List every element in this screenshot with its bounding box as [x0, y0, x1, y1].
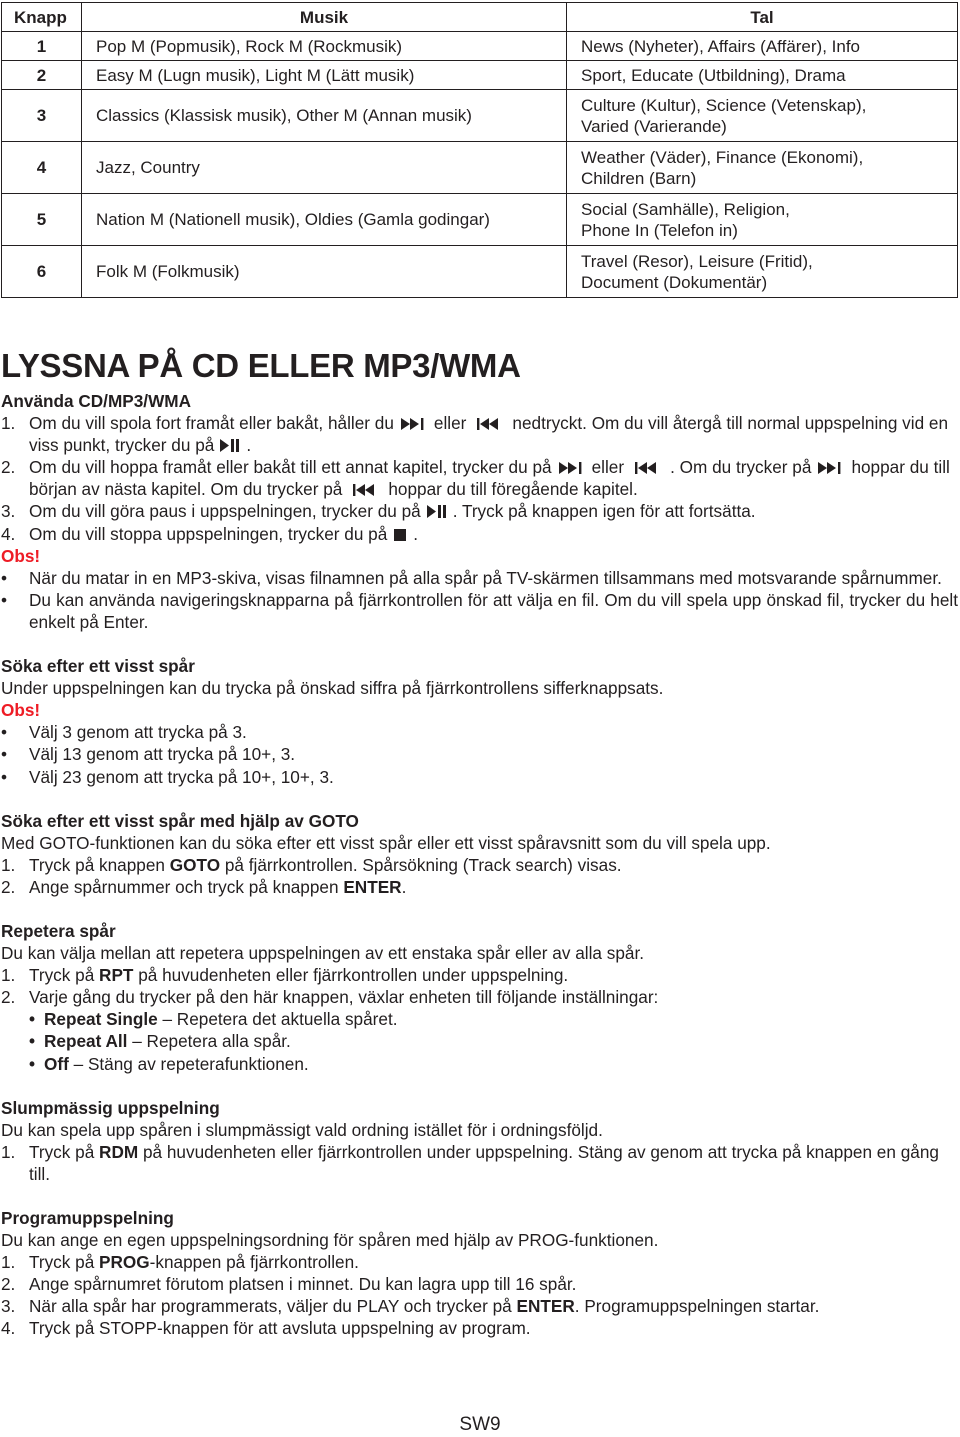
tal-line: Sport, Educate (Utbildning), Drama	[581, 65, 846, 85]
step-text	[29, 1251, 958, 1273]
section-intro: Du kan ange en egen uppspelningsordning för spåren med hjälp av PROG-funktionen.	[1, 1230, 659, 1251]
play-pause-icon	[217, 438, 243, 453]
text-run: Om du vill stoppa uppspelningen, trycker du på	[29, 523, 388, 544]
musik-cell: Jazz, Country	[82, 142, 567, 194]
key-label: ENTER	[343, 876, 402, 897]
spacer	[1, 898, 958, 920]
step-number: 2.	[1, 876, 16, 897]
option-text	[44, 1008, 398, 1030]
spacer	[1, 1075, 958, 1097]
section-intro: Du kan välja mellan att repetera uppspelningen av ett enstaka spår eller av alla spår.	[1, 943, 645, 964]
tal-cell	[567, 32, 958, 61]
knapp-cell: 4	[2, 142, 82, 194]
fast-forward-icon	[397, 417, 431, 431]
section-heading-cd: Använda CD/MP3/WMA	[1, 391, 192, 411]
step-text	[29, 523, 958, 545]
list-item	[1, 456, 958, 500]
text-run: eller	[433, 413, 467, 434]
spacer	[1, 633, 958, 655]
page-number: SW9	[459, 1414, 501, 1435]
tal-line: Weather (Väder), Finance (Ekonomi),	[581, 147, 864, 167]
tal-line: Culture (Kultur), Science (Vetenskap),	[581, 95, 867, 115]
option-name: Off	[44, 1053, 69, 1074]
text-run: . Tryck på knappen igen för att fortsätta.	[452, 501, 756, 522]
tal-cell	[567, 142, 958, 194]
table-row	[2, 142, 958, 194]
text-run: -knappen på fjärrkontrollen.	[149, 1252, 359, 1273]
step-text	[29, 1141, 958, 1185]
text-run: Tryck på	[29, 1252, 95, 1273]
list-item	[1, 500, 958, 522]
bullet: •	[1, 722, 8, 743]
section-heading-repeat: Repetera spår	[1, 920, 116, 941]
list-item	[1, 964, 958, 986]
text-run: . Programuppspelningen startar.	[574, 1296, 820, 1317]
tal-line: Varied (Varierande)	[581, 116, 727, 136]
section-heading-prog: Programuppspelning	[1, 1208, 174, 1228]
text-run: på huvudenheten eller fjärrkontrollen under uppspelning. Stäng av genom att trycka på knappen en gång till.	[29, 1141, 939, 1184]
option-name: Repeat All	[44, 1031, 128, 1052]
spacer	[1, 1185, 958, 1207]
tal-line: Travel (Resor), Leisure (Fritid),	[581, 251, 813, 271]
step-text	[29, 500, 958, 522]
table-row	[2, 194, 958, 246]
step-number: 1.	[1, 965, 16, 986]
column-header-musik: Musik	[82, 3, 567, 32]
bullet: •	[1, 744, 8, 765]
text-run: Om du vill hoppa framåt eller bakåt till ett annat kapitel, trycker du på	[29, 457, 552, 478]
option-desc: – Repetera alla spår.	[132, 1031, 291, 1052]
key-label: RDM	[99, 1141, 139, 1162]
tal-cell	[567, 194, 958, 246]
tal-line: Document (Dokumentär)	[581, 272, 768, 292]
column-header-knapp: Knapp	[2, 3, 82, 32]
list-item	[1, 523, 958, 545]
tal-line: Children (Barn)	[581, 168, 697, 188]
bullet: •	[29, 1031, 36, 1052]
step-number: 1.	[1, 1252, 16, 1273]
option-desc: – Repetera det aktuella spåret.	[162, 1009, 398, 1030]
list-item	[1, 854, 958, 876]
step-number: 1.	[1, 854, 16, 875]
repeat-option	[29, 1053, 958, 1075]
list-item	[1, 1273, 958, 1295]
step-number: 2.	[1, 987, 16, 1008]
step-text	[29, 854, 958, 876]
text-run: Tryck på	[29, 965, 95, 986]
step-text	[29, 456, 958, 500]
section-heading-search: Söka efter ett visst spår	[1, 656, 195, 677]
tal-line: Social (Samhälle), Religion,	[581, 199, 790, 219]
table-row	[2, 246, 958, 298]
musik-cell: Pop M (Popmusik), Rock M (Rockmusik)	[82, 32, 567, 61]
tal-line: Phone In (Telefon in)	[581, 220, 738, 240]
list-item	[1, 876, 958, 898]
text-run: hoppar du till föregående kapitel.	[388, 479, 638, 500]
step-text: Tryck på STOPP-knappen för att avsluta uppspelning av program.	[29, 1318, 531, 1339]
text-run: hoppar du till början av nästa kapitel. Om du trycker på	[29, 457, 950, 500]
text-run: på huvudenheten eller fjärrkontrollen under uppspelning.	[138, 965, 569, 986]
step-text	[29, 1295, 958, 1317]
step-number: 1.	[1, 413, 16, 434]
stop-icon	[390, 528, 410, 542]
text-run: eller	[591, 457, 625, 478]
list-item	[1, 1295, 958, 1317]
bullet: •	[1, 589, 8, 610]
obs-note: Obs!	[1, 545, 41, 566]
step-number: 4.	[1, 523, 16, 544]
step-number: 2.	[1, 457, 16, 478]
tal-cell	[567, 61, 958, 90]
text-run: Ange spårnummer och tryck på knappen	[29, 876, 339, 897]
key-label: RPT	[99, 965, 134, 986]
knapp-cell: 2	[2, 61, 82, 90]
repeat-option	[29, 1008, 958, 1030]
musik-cell: Classics (Klassisk musik), Other M (Annan musik)	[82, 90, 567, 142]
list-item	[1, 1317, 958, 1339]
text-run: Om du vill göra paus i uppspelningen, trycker du på	[29, 501, 421, 522]
list-item	[1, 1251, 958, 1273]
repeat-option	[29, 1030, 958, 1052]
knapp-cell: 1	[2, 32, 82, 61]
musik-cell: Nation M (Nationell musik), Oldies (Gamla godingar)	[82, 194, 567, 246]
bullet-text: Du kan använda navigeringsknapparna på fjärrkontrollen för att välja en fil. Om du vill spela upp önskad fil, trycker du helt enkelt på Enter.	[29, 589, 958, 632]
bullet-text: Välj 23 genom att trycka på 10+, 10+, 3.	[29, 766, 334, 787]
text-run: nedtryckt. Om du vill återgå till normal uppspelning vid en viss punkt, trycker du på	[29, 413, 949, 456]
section-heading-goto: Söka efter ett visst spår med hjälp av GOTO	[1, 810, 359, 831]
text-run: När alla spår har programmerats, väljer du PLAY och trycker på	[29, 1296, 512, 1317]
knapp-cell: 5	[2, 194, 82, 246]
rewind-icon	[469, 417, 509, 431]
bullet-text: Välj 13 genom att trycka på 10+, 3.	[29, 744, 296, 765]
text-run: på fjärrkontrollen. Spårsökning (Track search) visas.	[224, 854, 622, 875]
table-row	[2, 32, 958, 61]
bullet: •	[29, 1009, 36, 1030]
tal-cell	[567, 246, 958, 298]
section-intro: Under uppspelningen kan du trycka på önskad siffra på fjärrkontrollens sifferknappsats.	[1, 678, 664, 699]
text-run: Tryck på knappen	[29, 854, 165, 875]
rewind-icon	[345, 483, 385, 497]
bullet-text: Välj 3 genom att trycka på 3.	[29, 722, 247, 743]
bullet-item	[1, 567, 958, 589]
fast-forward-icon	[555, 461, 589, 475]
tal-cell	[567, 90, 958, 142]
rewind-icon	[627, 461, 667, 475]
step-number: 3.	[1, 501, 16, 522]
bullet: •	[1, 766, 8, 787]
step-text	[29, 412, 958, 456]
step-text: Ange spårnumret förutom platsen i minnet. Du kan lagra upp till 16 spår.	[29, 1274, 577, 1295]
option-text	[44, 1030, 291, 1052]
table-row	[2, 90, 958, 142]
option-text	[44, 1053, 309, 1075]
text-run: .	[401, 876, 407, 897]
key-label: PROG	[99, 1252, 150, 1273]
bullet: •	[29, 1053, 36, 1074]
step-text	[29, 876, 958, 898]
main-content	[1, 346, 958, 1340]
text-run: .	[246, 435, 252, 456]
obs-note: Obs!	[1, 700, 41, 721]
option-name: Repeat Single	[44, 1009, 158, 1030]
key-label: ENTER	[516, 1296, 575, 1317]
list-item	[1, 412, 958, 456]
section-intro: Du kan spela upp spåren i slumpmässigt vald ordning istället för i ordningsföljd.	[1, 1119, 603, 1140]
section-heading-random: Slumpmässig uppspelning	[1, 1097, 220, 1118]
step-number: 1.	[1, 1141, 16, 1162]
knapp-cell: 3	[2, 90, 82, 142]
table-row	[2, 61, 958, 90]
text-run: Tryck på	[29, 1141, 95, 1162]
bullet: •	[1, 567, 8, 588]
text-run: Om du vill spola fort framåt eller bakåt, håller du	[29, 413, 394, 434]
bullet-text: När du matar in en MP3-skiva, visas filnamnen på alla spår på TV-skärmen tillsammans med motsvarande spårnummer.	[29, 567, 942, 588]
musik-cell: Easy M (Lugn musik), Light M (Lätt musik)	[82, 61, 567, 90]
fast-forward-icon	[814, 461, 848, 475]
step-number: 2.	[1, 1274, 16, 1295]
bullet-item	[1, 721, 958, 743]
list-item	[1, 986, 958, 1008]
play-pause-icon	[424, 504, 450, 519]
option-desc: – Stäng av repeterafunktionen.	[73, 1053, 309, 1074]
step-number: 4.	[1, 1318, 16, 1339]
table-header-row	[2, 3, 958, 32]
knapp-cell: 6	[2, 246, 82, 298]
text-run: . Om du trycker på	[670, 457, 812, 478]
list-item	[1, 1141, 958, 1185]
column-header-tal: Tal	[567, 3, 958, 32]
key-label: GOTO	[169, 854, 221, 875]
bullet-item	[1, 766, 958, 788]
pty-table	[1, 2, 958, 298]
section-intro: Med GOTO-funktionen kan du söka efter ett visst spår eller ett visst spåravsnitt som du vill spela upp.	[1, 832, 771, 853]
musik-cell: Folk M (Folkmusik)	[82, 246, 567, 298]
step-number: 3.	[1, 1296, 16, 1317]
spacer	[1, 788, 958, 810]
bullet-item	[1, 743, 958, 765]
bullet-item	[1, 589, 958, 633]
page-title: LYSSNA PÅ CD ELLER MP3/WMA	[1, 347, 521, 384]
step-text: Varje gång du trycker på den här knappen, växlar enheten till följande inställningar:	[29, 987, 659, 1008]
text-run: .	[413, 523, 419, 544]
step-text	[29, 964, 958, 986]
tal-line: News (Nyheter), Affairs (Affärer), Info	[581, 36, 861, 56]
